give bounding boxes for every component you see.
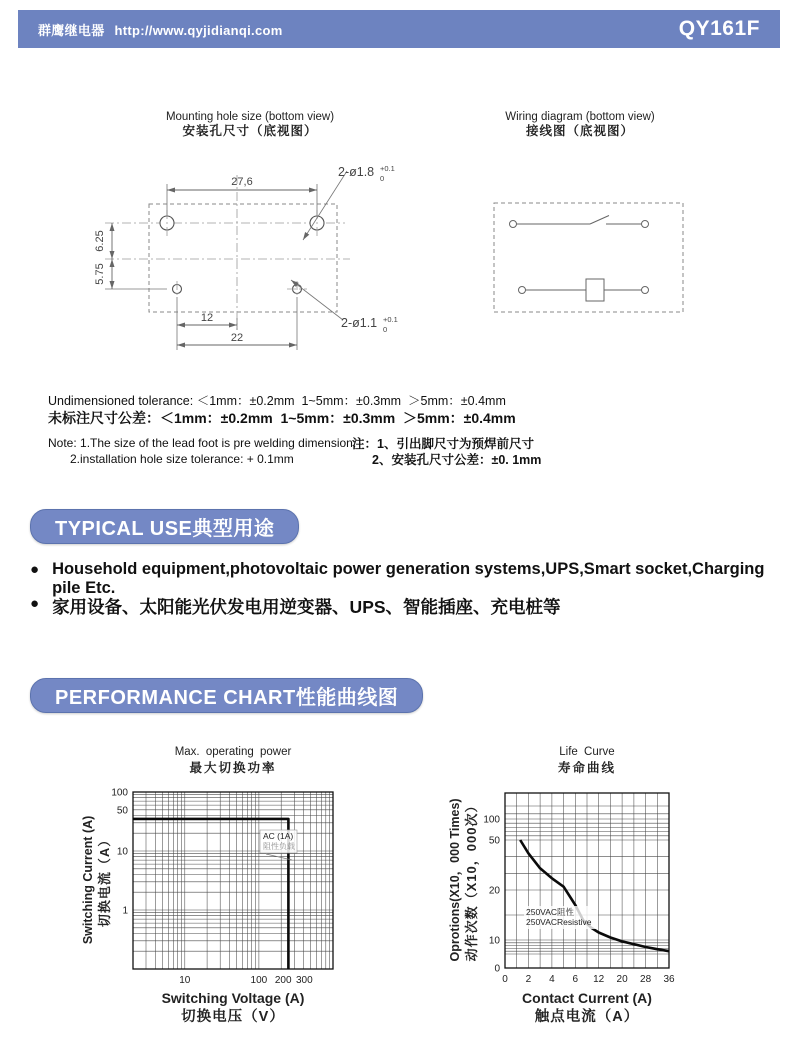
y-axis-tick: 0 (494, 963, 500, 975)
x-axis-tick: 6 (572, 974, 579, 985)
contact-terminal-right (642, 221, 649, 228)
brand-name: 群鹰继电器 (38, 22, 105, 38)
x-axis-tick: 2 (525, 974, 532, 985)
chart-annotation: 250VAC阻性 (526, 907, 575, 917)
x-axis-tick: 4 (549, 974, 555, 985)
y-axis-tick: 10 (488, 935, 500, 947)
x-axis-tick: 200 (274, 975, 292, 986)
label-top-hole-tol-plus: +0.1 (380, 164, 395, 173)
chart-annotation: 阻性负载 (263, 842, 295, 851)
label-top-hole: 2-ø1.8 (338, 165, 375, 179)
x-axis-tick: 28 (640, 974, 652, 985)
bullet-text-zh: 家用设备、太阳能光伏发电用逆变器、UPS、智能插座、充电桩等 (52, 597, 561, 617)
y-axis-tick: 100 (111, 787, 128, 799)
list-item (30, 560, 790, 598)
relay-outline (149, 204, 337, 312)
x-axis-tick: 10 (179, 975, 191, 986)
x-axis-tick: 20 (616, 974, 628, 985)
mounting-hole-diagram (55, 150, 455, 385)
chart-annotation: AC (1A) (263, 831, 294, 841)
x-axis-tick: 300 (295, 975, 313, 986)
chart2-title: Life Curve 寿命曲线 (557, 746, 616, 775)
chart1-x-axis-label: Switching Voltage (A) 切换电压（V） (161, 990, 305, 1025)
dim-lower-offset: 5.75 (94, 263, 106, 285)
dim-upper-offset: 6.25 (94, 230, 106, 252)
typical-use-heading: TYPICAL USE典型用途 (30, 509, 299, 544)
list-item (30, 594, 561, 619)
note-en-2: 2.installation hole size tolerance: + 0.1mm (70, 452, 294, 466)
header-bar (18, 10, 780, 48)
x-axis-tick: 100 (250, 975, 268, 986)
brand-url: http://www.qyjidianqi.com (114, 22, 283, 38)
tolerance-note-en: Undimensioned tolerance: ＜1mm：±0.2mm 1~5mm：±0.3mm ＞5mm：±0.4mm (48, 394, 506, 408)
wiring-diagram (470, 150, 770, 385)
chart1-title: Max. operating power 最大切换功率 (174, 746, 292, 775)
bullet-icon: ● (30, 561, 40, 578)
y-axis-tick: 10 (116, 846, 128, 858)
max-operating-power-chart (70, 745, 390, 990)
switch-blade (590, 216, 609, 225)
brand-text (38, 20, 283, 39)
dim-top-width: 27,6 (231, 176, 253, 188)
chart2-y-axis-label: Oprotions(X10，000 Times) 动作次数（X10，000次） (448, 798, 479, 962)
note-zh-1: 注：1、引出脚尺寸为预焊前尺寸 (352, 437, 534, 451)
dim-outer-span: 22 (230, 332, 244, 344)
chart1-y-axis-label: Switching Current (A) 切换电流（A） (81, 815, 112, 945)
life-curve-chart (440, 745, 760, 990)
model-number: QY161F (678, 17, 760, 40)
contact-terminal-left (510, 221, 517, 228)
bullet-text-en: Household equipment,photovoltaic power generation systems,UPS,Smart socket,Charging pile Etc. (52, 560, 765, 597)
y-axis-tick: 20 (488, 885, 500, 897)
bullet-icon: ● (30, 595, 40, 612)
note-en-1: Note: 1.The size of the lead foot is pre welding dimension. (48, 436, 357, 450)
dim-inner-span: 12 (200, 312, 214, 324)
tolerance-note-zh: 未标注尺寸公差：＜1mm：±0.2mm 1~5mm：±0.3mm ＞5mm：±0.4mm (48, 410, 516, 426)
x-axis-tick: 36 (663, 974, 675, 985)
y-axis-tick: 100 (483, 814, 500, 826)
coil-symbol (586, 279, 604, 301)
performance-chart-heading: PERFORMANCE CHART性能曲线图 (30, 678, 423, 713)
chart-annotation: 250VACResistive (526, 917, 592, 927)
label-bottom-hole: 2-ø1.1 (341, 316, 378, 330)
y-axis-tick: 50 (488, 835, 500, 847)
y-axis-tick: 1 (122, 905, 128, 917)
wiring-diagram-title: Wiring diagram (bottom view) 接线图（底视图） (505, 111, 655, 139)
coil-terminal-left (519, 287, 526, 294)
x-axis-tick: 12 (593, 974, 605, 985)
coil-terminal-right (642, 287, 649, 294)
label-bottom-hole-tol-plus: +0.1 (383, 315, 398, 324)
chart2-x-axis-label: Contact Current (A) 触点电流（A） (522, 990, 652, 1025)
label-top-hole-tol-zero: 0 (380, 174, 385, 183)
label-bottom-hole-tol-zero: 0 (383, 325, 388, 334)
y-axis-tick: 50 (116, 805, 128, 817)
note-zh-2: 2、安装孔尺寸公差：±0. 1mm (372, 453, 542, 467)
mounting-diagram-title: Mounting hole size (bottom view) 安装孔尺寸（底视图） (165, 111, 335, 139)
x-axis-tick: 0 (502, 974, 508, 985)
